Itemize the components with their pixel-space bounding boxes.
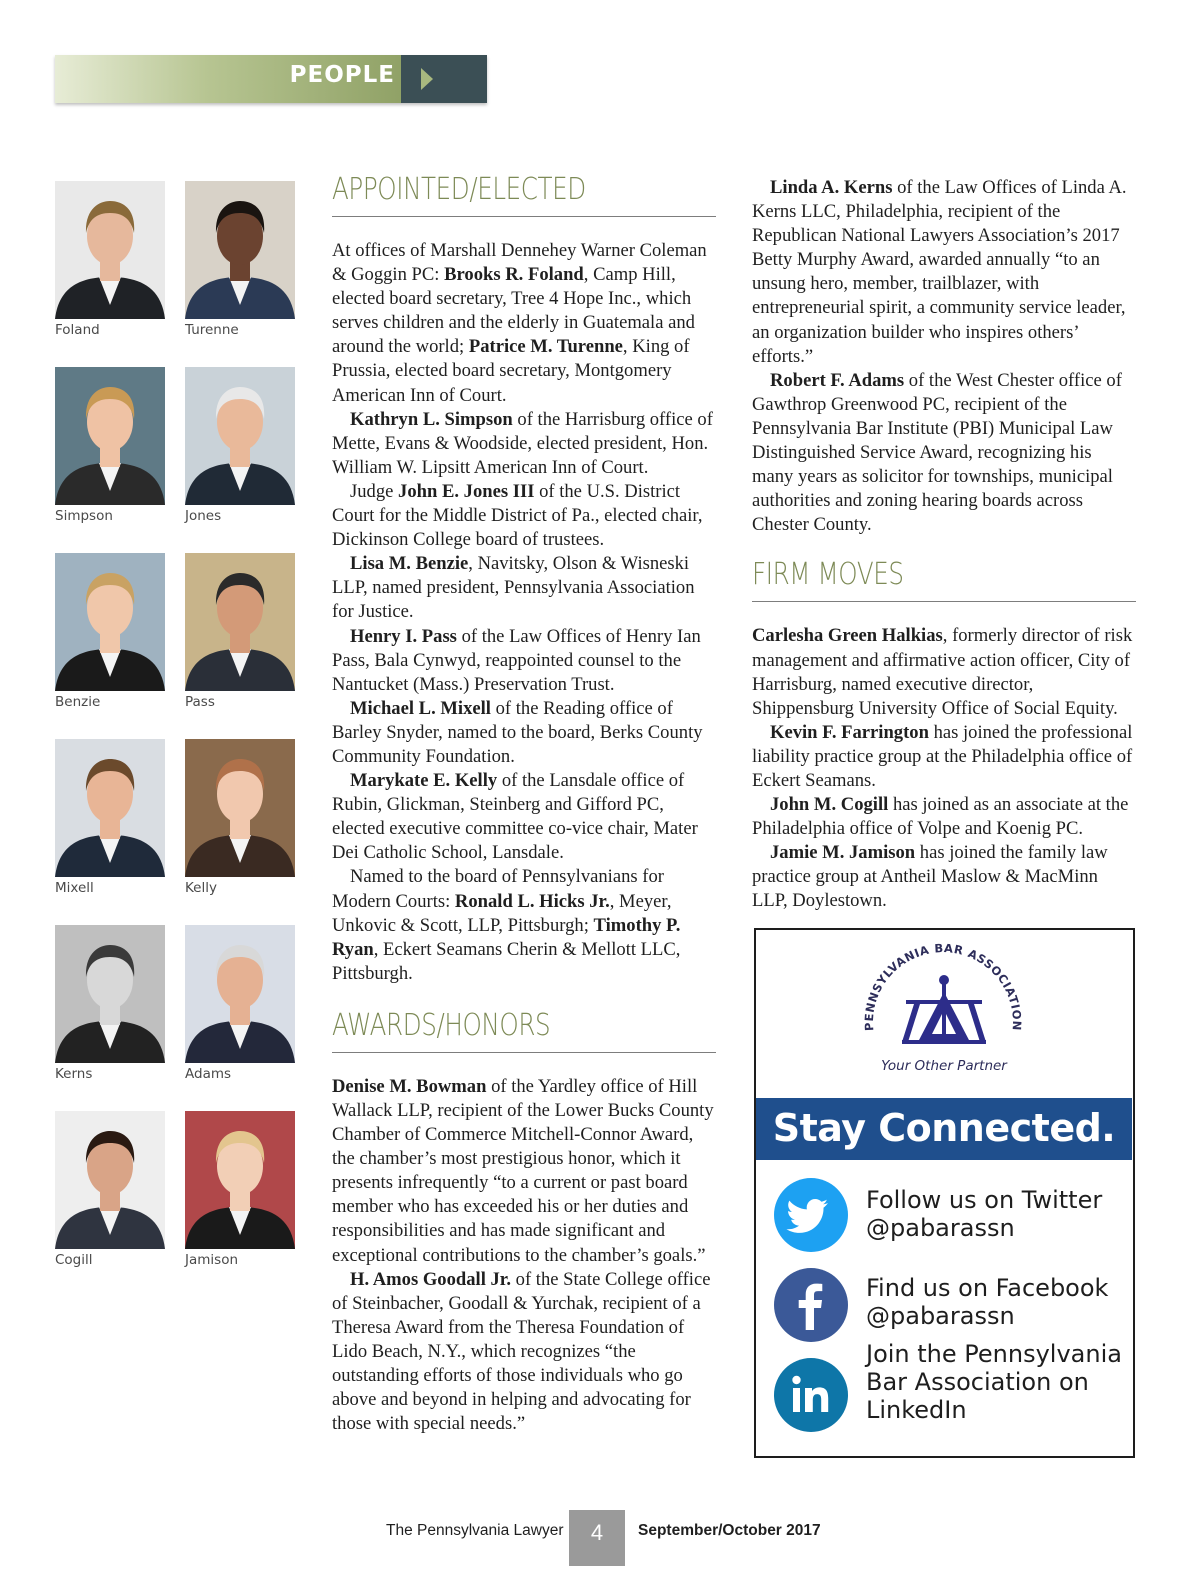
person-name: Henry I. Pass — [350, 625, 457, 647]
photo-caption: Turenne — [185, 322, 239, 338]
paragraph: Named to the board of Pennsylvanians for Modern Courts: Ronald L. Hicks Jr., Meyer, Unkovic & Scott, LLP, Pittsburgh; Timothy P. Ryan, Eckert Seamans Cherin & Mellott LLC, Pittsburgh. — [332, 866, 681, 984]
facebook-icon[interactable] — [774, 1268, 848, 1342]
column-right — [752, 176, 1136, 914]
person-name: John M. Cogill — [770, 794, 889, 816]
heading-rule — [752, 601, 1136, 602]
headshot-photo — [185, 739, 295, 877]
headshot-photo — [185, 181, 295, 319]
person-name: Denise M. Bowman — [332, 1075, 487, 1097]
person-name: Ronald L. Hicks Jr. — [454, 890, 610, 912]
stay-connected-banner: Stay Connected. — [756, 1098, 1132, 1160]
awards-continued — [752, 176, 1136, 537]
heading-rule — [332, 216, 716, 217]
person-name: John E. Jones III — [398, 480, 535, 502]
awards-heading: AWARDS/HONORS — [332, 1007, 551, 1043]
linkedin-line1: Join the Pennsylvania — [866, 1340, 1122, 1368]
twitter-handle: @pabarassn — [866, 1214, 1015, 1242]
headshot-photo — [185, 925, 295, 1063]
twitter-line1: Follow us on Twitter — [866, 1186, 1103, 1214]
person-name: Carlesha Green Halkias — [752, 625, 943, 647]
photo-caption: Benzie — [55, 694, 101, 710]
photo-caption: Kerns — [55, 1066, 93, 1082]
person-name: H. Amos Goodall Jr. — [350, 1268, 511, 1290]
firm-moves-heading: FIRM MOVES — [752, 557, 904, 593]
appointed-heading: APPOINTED/ELECTED — [332, 172, 586, 207]
photo-caption: Foland — [55, 322, 100, 338]
paragraph: H. Amos Goodall Jr. of the State College office of Steinbacher, Goodall & Yurchak, recipient of a Theresa Award from the Theresa Foundation of Lido Beach, N.Y., which recognizes “the outstanding efforts of those individuals who go above and beyond in helping and advocating for those with special needs.” — [332, 1268, 711, 1435]
paragraph: Michael L. Mixell of the Reading office of Barley Snyder, named to the board, Berks County Community Foundation. — [332, 697, 703, 767]
heading-rule — [332, 1052, 716, 1053]
footer-publication: The Pennsylvania Lawyer — [386, 1522, 564, 1539]
person-name: Marykate E. Kelly — [350, 770, 498, 792]
headshot-photo — [185, 553, 295, 691]
paragraph: Kathryn L. Simpson of the Harrisburg office of Mette, Evans & Woodside, elected president, Hon. William W. Lipsitt American Inn of Court. — [332, 408, 713, 478]
photo-caption: Kelly — [185, 880, 217, 896]
twitter-icon[interactable] — [774, 1178, 848, 1252]
chevron-right-icon — [421, 68, 433, 90]
photo-caption: Jones — [185, 508, 222, 524]
section-label: PEOPLE — [289, 62, 395, 88]
banner-tab — [401, 55, 487, 103]
photo-caption: Cogill — [55, 1252, 93, 1268]
person-name: Linda A. Kerns — [770, 177, 893, 198]
appointed-section — [332, 239, 716, 986]
headshot-photo — [185, 367, 295, 505]
facebook-text[interactable] — [866, 1274, 1108, 1330]
photo-caption: Jamison — [185, 1252, 239, 1268]
linkedin-line3: LinkedIn — [866, 1396, 967, 1424]
person-name: Michael L. Mixell — [350, 697, 491, 719]
person-name: Patrice M. Turenne — [468, 336, 623, 358]
person-name: Lisa M. Benzie — [350, 553, 469, 575]
photo-caption: Mixell — [55, 880, 94, 896]
linkedin-line2: Bar Association on — [866, 1368, 1089, 1396]
headshot-photo — [55, 1111, 165, 1249]
linkedin-text[interactable] — [866, 1340, 1122, 1424]
headshot-photo — [55, 181, 165, 319]
headshot-photo — [55, 367, 165, 505]
facebook-line1: Find us on Facebook — [866, 1274, 1109, 1302]
stay-connected-ad — [754, 928, 1135, 1458]
column-middle — [332, 172, 716, 1436]
paragraph: John M. Cogill has joined as an associate at the Philadelphia office of Volpe and Koenig PC. — [752, 794, 1129, 840]
headshot-photo — [55, 553, 165, 691]
paragraph: Carlesha Green Halkias, formerly director of risk management and affirmative action officer, City of Harrisburg, named executive director, Shippensburg University Office of Social Equity. — [752, 625, 1133, 719]
paragraph: Denise M. Bowman of the Yardley office of Hill Wallack LLP, recipient of the Lower Bucks County Chamber of Commerce Mitchell-Connor Award, the chamber’s most prestigious honor, which it presents infrequently “to a current or past board member who has exceeded his or her duties and responsibilities and has made significant and exceptional contributions to the chamber’s goals.” — [332, 1075, 714, 1266]
paragraph: Judge John E. Jones III of the U.S. District Court for the Middle District of Pa., elected chair, Dickinson College board of trustees. — [332, 480, 703, 551]
paragraph: Marykate E. Kelly of the Lansdale office of Rubin, Glickman, Steinberg and Gifford PC, elected executive committee co-vice chair, Mater Dei Catholic School, Lansdale. — [332, 770, 698, 864]
facebook-handle: @pabarassn — [866, 1302, 1015, 1330]
person-name: Brooks R. Foland — [444, 264, 584, 286]
person-name: Kevin F. Farrington — [770, 721, 929, 743]
person-name: Timothy P. Ryan — [332, 914, 681, 960]
paragraph: Jamie M. Jamison has joined the family law practice group at Antheil Maslow & MacMinn LLP, Doylestown. — [752, 842, 1108, 912]
page-number: 4 — [569, 1510, 625, 1566]
awards-section — [332, 1075, 716, 1436]
paragraph: Kevin F. Farrington has joined the professional liability practice group at the Philadelphia office of Eckert Seamans. — [752, 721, 1133, 791]
ad-tagline: Your Other Partner — [881, 1058, 1007, 1074]
headshot-photo — [185, 1111, 295, 1249]
photo-caption: Adams — [185, 1066, 232, 1082]
person-name: Robert F. Adams — [770, 369, 905, 391]
firm-moves-section — [752, 624, 1136, 913]
logo-ring-text: PENNSYLVANIA BAR ASSOCIATION — [861, 941, 1025, 1032]
paragraph: At offices of Marshall Dennehey Warner Coleman & Goggin PC: Brooks R. Foland, Camp Hill, elected board secretary, Tree 4 Hope Inc., which serves children and the elderly in Guatemala and around the world; Patrice M. Turenne, King of Prussia, elected board secretary, Montgomery American Inn of Court. — [332, 240, 707, 406]
paragraph: Robert F. Adams of the West Chester office of Gawthrop Greenwood PC, recipient of the Pennsylvania Bar Institute (PBI) Municipal Law Distinguished Service Award, recognizing his many years as solicitor for townships, municipal authorities and zoning hearing boards across Chester County. — [752, 369, 1122, 536]
footer-issue: September/October 2017 — [638, 1522, 821, 1539]
paragraph: Linda A. Kerns of the Law Offices of Linda A. Kerns LLC, Philadelphia, recipient of the Republican National Lawyers Association’s 2017 Betty Murphy Award, awarded annually “to an unsung hero, member, trailblazer, with entrepreneurial spirit, a community service leader, an organization builder who inspires others’ efforts.” — [752, 177, 1127, 367]
photo-caption: Simpson — [55, 508, 113, 524]
paragraph: Lisa M. Benzie, Navitsky, Olson & Wisneski LLP, named president, Pennsylvania Association for Justice. — [332, 553, 695, 623]
person-name: Kathryn L. Simpson — [350, 408, 513, 430]
headshot-photo — [55, 739, 165, 877]
person-name: Jamie M. Jamison — [770, 842, 916, 864]
headshot-photo — [55, 925, 165, 1063]
twitter-text[interactable] — [866, 1186, 1102, 1242]
paragraph: Henry I. Pass of the Law Offices of Henry Ian Pass, Bala Cynwyd, reappointed counsel to the Nantucket (Mass.) Preservation Trust. — [332, 625, 701, 695]
section-banner — [55, 55, 487, 103]
linkedin-icon[interactable] — [774, 1358, 848, 1432]
photo-caption: Pass — [185, 694, 215, 710]
